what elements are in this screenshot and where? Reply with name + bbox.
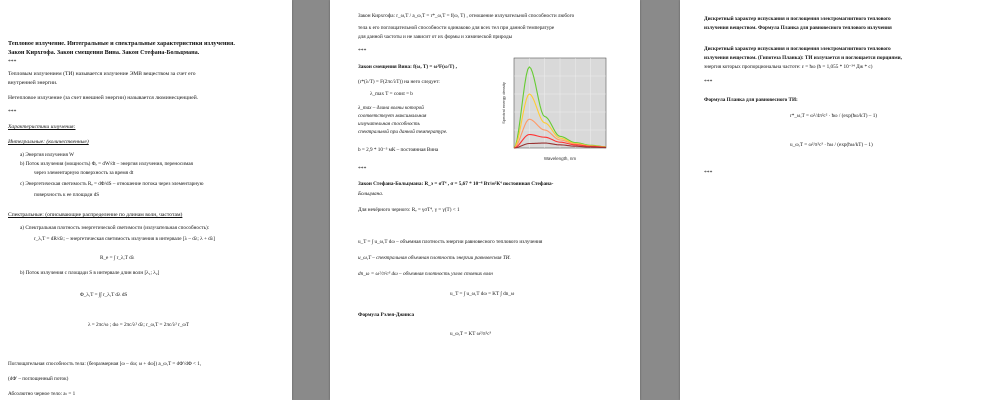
planck-heading: Формула Планка для равновесного ТИ: <box>704 97 798 103</box>
wien-description: излучательная способность <box>358 121 420 127</box>
planck-formula-u: u_ω,T = ω²/π²c³ · ħω / (exp(ħω/kT) – 1) <box>790 142 873 148</box>
page-title-line-2: Закон Кирхгофа. Закон смещения Вина. Закон Стефана-Больцмана. <box>8 49 200 56</box>
list-item-continued: через элементарную поверхность за время dt <box>34 170 134 176</box>
formula: λ = 2πc/ω ; dω = 2πc/λ² dλ; r_ω,T = 2πc/λ² r_ωT <box>88 322 189 328</box>
separator-stars: *** <box>8 109 17 115</box>
blackbody-spectrum-chart <box>500 54 610 162</box>
document-page-1 <box>0 0 292 400</box>
stefan-boltzmann-law: Закон Стефана-Больцмана: R_э = σT⁴ , σ = 5,67 * 10⁻⁸ Вт/м²К⁴ постоянная Стефана- <box>358 181 554 187</box>
planck-formula-r: r*_ω,T = ω²/4π²c² · ħω / (exp(ħω/kT) – 1) <box>790 113 878 119</box>
separator-stars: *** <box>8 59 17 65</box>
section-heading: Характеристики излучения: <box>8 124 76 130</box>
separator-stars: *** <box>358 166 367 172</box>
kirchhoff-law: Закон Кирхгофа: r_ω,T / a_ω,T = r*_ω,T = f(ω, T) , отношение излучательной способности любого <box>358 13 575 19</box>
y-axis-label: Spectral energy density <box>501 82 506 124</box>
absorption-definition: Поглощательная способность тела: (безразмерная [ω – dω; ω + dω]) a_ω,T = dΦ'/dΦ < 1, <box>8 361 202 367</box>
list-item: b) Поток излучения с площади S в интервале длин волн [λ₁; λ₂] <box>20 270 160 276</box>
wien-formula: (r*(λ/T) = F(2πc/λT)) на него следует: <box>358 79 440 85</box>
definition-line-2: внутренней энергии. <box>8 80 58 86</box>
list-item-continued: поверхность к ее площади dS <box>34 192 100 198</box>
page-title-line-1: Тепловое излучение. Интегральные и спектральные характеристики излучения. <box>8 40 235 47</box>
subsection-heading: Спектральные: (описывающие распределение по длинам волн, частотам) <box>8 212 183 218</box>
wien-formula: λ_max T = const = b <box>370 91 413 97</box>
rayleigh-jeans-formula: u_ω,T = KT ω²/π²c³ <box>450 331 492 337</box>
list-item: c) Энергетическая светимость Rₑ = dΦ/dS – отношение потока через элементарную <box>20 181 204 187</box>
x-axis-label: Wavelength, nm <box>543 156 577 161</box>
separator-stars: *** <box>704 170 713 176</box>
kirchhoff-law-continued: для данной частоты и не зависит от их формы и химической природы <box>358 34 513 40</box>
energy-density-definition: u_T = ∫ u_ω,T dω – объемная плотность энергии равновесного теплового излучения <box>358 239 543 245</box>
black-body-definition: Абсолютно черное тело: aₜ = 1 <box>8 391 76 397</box>
list-item: a) Спектральная плотность энергетической светимости (излучательная способность): <box>20 225 210 231</box>
wien-description: спектральной при данной температуре. <box>358 129 448 135</box>
section-heading: излучения веществом. Формула Планка для равновесного теплового излучения <box>704 25 892 31</box>
grey-body-law: Для нечёрного черного: Rₑ = γσT⁴, γ = γ(T) < 1 <box>358 207 460 213</box>
wien-description: λ_max – длина волны которой <box>358 105 424 111</box>
wien-law-heading: Закон смещения Вина: f(ω, T) = ω³F(ω/T) , <box>358 64 457 70</box>
spectral-density-definition: u_ω,T – спектральная объемная плотность энергии равновесная ТИ. <box>358 255 511 261</box>
formula: u_T = ∫ u_ω,T dω = KT ∫ dn_ω <box>450 291 515 297</box>
list-item: a) Энергия излучения W <box>20 152 75 158</box>
list-item: b) Поток излучения (мощность) Φₑ = dW/dt – энергия излучения, переносимая <box>20 161 193 167</box>
paragraph-line: излучения веществом. (Гипотеза Планка): ТИ излучается и поглощается порциями, <box>704 55 902 61</box>
absorption-definition-note: (dΦ' – поглощенный поток) <box>8 376 69 382</box>
paragraph-line: Дискретный характер испускания и поглощения электромагнитного теплового <box>704 46 891 52</box>
paragraph-line: энергия которых пропорциональна частоте: ε = ħω (ħ = 1,055 * 10⁻³⁴ Дж * с) <box>704 64 873 70</box>
wien-constant: b = 2,9 * 10⁻³ мК – постоянная Вина <box>358 147 439 153</box>
wien-description: соответствует максимальная <box>358 113 427 119</box>
standing-waves-definition: dn_ω = ω²/π²c³ dω – объемная плотность узлов стоячих волн <box>358 271 493 277</box>
subsection-heading: Интегральные: (количественные) <box>8 139 89 145</box>
list-item-continued: r_λ,T = dR/dλ; – энергетическая светимость излучения в интервале [λ – dλ; λ + dλ] <box>34 236 216 242</box>
section-heading: Дискретный характер испускания и поглощения электромагнитного теплового <box>704 16 891 22</box>
luminescence-note: Нетепловое излучение (за счет внешней энергии) называется люминесценцией. <box>8 95 199 101</box>
separator-stars: *** <box>358 48 367 54</box>
separator-stars: *** <box>704 79 713 85</box>
kirchhoff-law-continued: тела к его поглощательной способности одинаково для всех тел при данной температуре <box>358 25 555 31</box>
formula: R_e = ∫ r_λ,T dλ <box>100 255 135 261</box>
stefan-boltzmann-law-continued: Больцмана. <box>358 191 384 197</box>
document-page-3 <box>680 0 1000 400</box>
definition-line-1: Тепловым излучением (ТИ) называется излучение ЭМВ веществом за счет его <box>8 71 196 77</box>
document-page-2 <box>330 0 640 400</box>
rayleigh-jeans-heading: Формула Рэлея-Джинса <box>358 312 415 318</box>
formula: Φ_λ,T = ∫∫ r_λ,T dλ dS <box>80 292 128 298</box>
